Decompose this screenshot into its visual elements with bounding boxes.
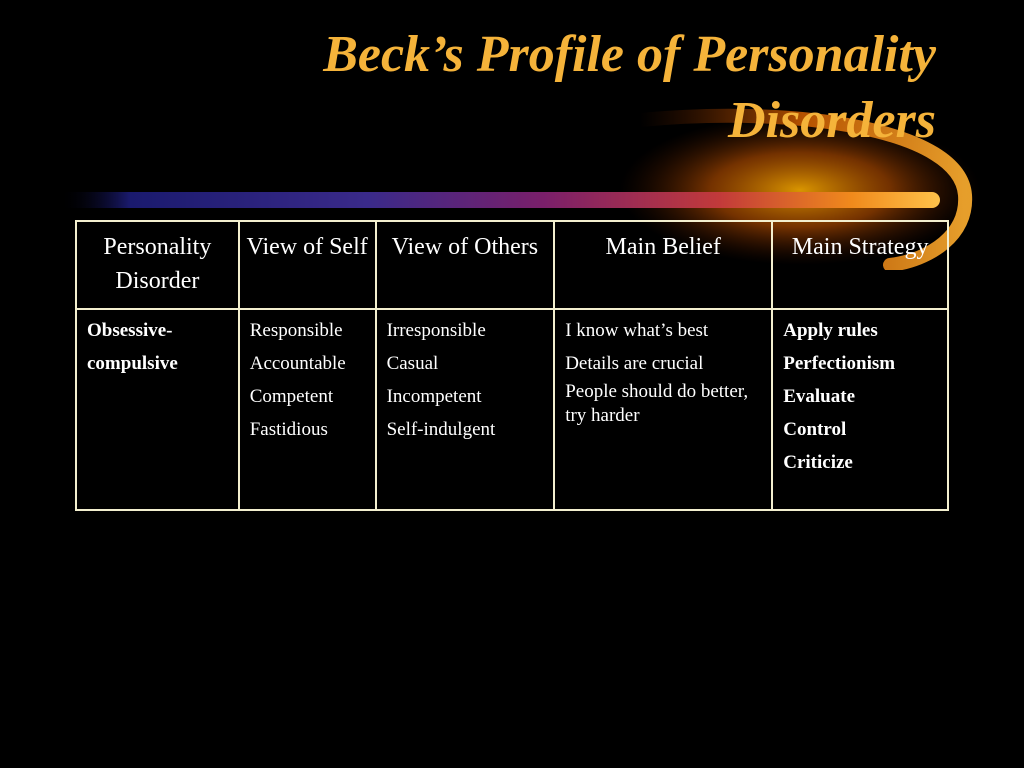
- title-line-2: Disorders: [727, 92, 936, 149]
- list-item: Fastidious: [249, 419, 328, 440]
- header-view-of-self: View of Self: [239, 221, 376, 309]
- disorder-name: Obsessive-compulsive: [87, 320, 178, 374]
- list-item: Competent: [249, 386, 334, 407]
- cell-view-of-self: [239, 309, 376, 510]
- cell-view-of-others: [376, 309, 555, 510]
- list-item: Accountable: [249, 353, 346, 374]
- cell-main-belief: [554, 309, 772, 510]
- header-row: [76, 221, 948, 309]
- list-item: Incompetent: [386, 386, 482, 407]
- list-item: Irresponsible: [386, 320, 486, 341]
- header-personality-disorder: Personality Disorder: [76, 221, 239, 309]
- list-item: Details are crucial: [565, 353, 704, 374]
- cell-disorder: [76, 309, 239, 510]
- list-item: Casual: [386, 353, 439, 374]
- list-item: I know what’s best: [565, 320, 709, 341]
- list-item: Responsible: [249, 320, 343, 341]
- title-line-1: Beck’s Profile of Personality: [323, 26, 936, 83]
- table-row: [76, 309, 948, 510]
- list-item: Apply rules: [783, 320, 878, 341]
- list-item: Self-indulgent: [386, 419, 496, 440]
- beck-profile-table: [75, 220, 949, 511]
- list-item: Perfectionism: [783, 353, 896, 374]
- header-view-of-others: View of Others: [376, 221, 555, 309]
- header-main-belief: Main Belief: [554, 221, 772, 309]
- list-item: Criticize: [783, 452, 853, 473]
- header-main-strategy: Main Strategy: [772, 221, 948, 309]
- slide-title: [136, 22, 936, 154]
- list-item: People should do better, try harder: [565, 381, 749, 426]
- list-item: Control: [783, 419, 847, 440]
- list-item: Evaluate: [783, 386, 856, 407]
- cell-main-strategy: [772, 309, 948, 510]
